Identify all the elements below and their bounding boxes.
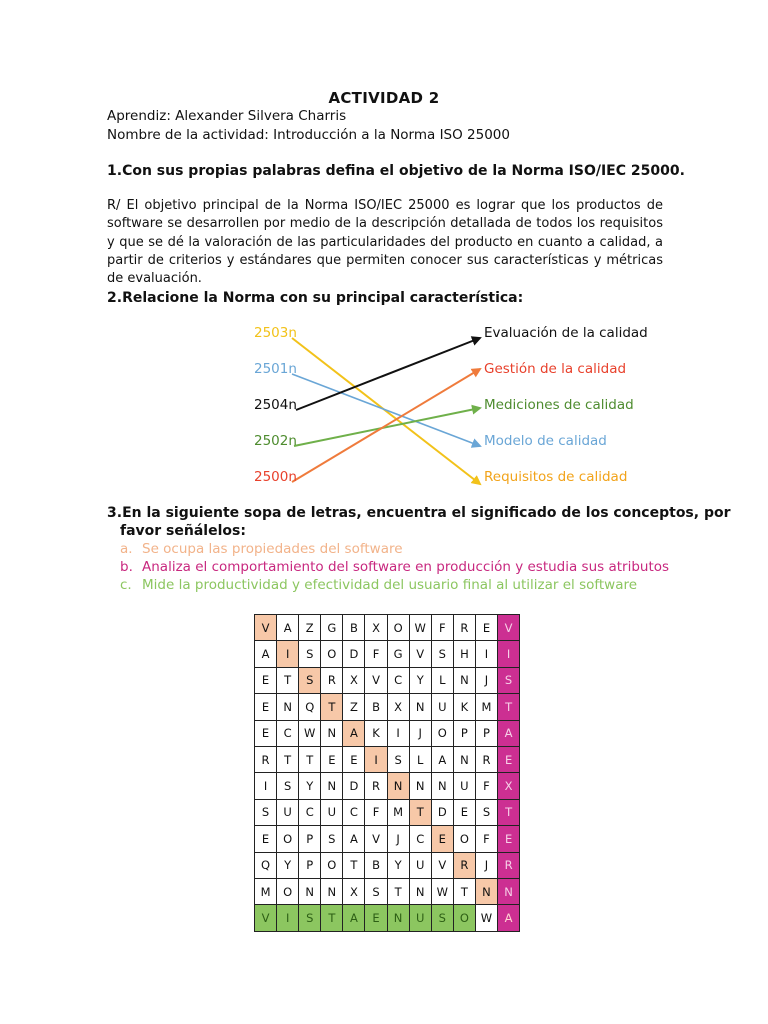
desc-modelo: Modelo de calidad <box>484 433 607 449</box>
grid-cell: O <box>321 641 343 667</box>
grid-cell: E <box>255 826 277 852</box>
grid-cell: T <box>277 667 299 693</box>
option-c-text: Mide la productividad y efectividad del usuario final al utilizar el software <box>142 577 638 593</box>
grid-row <box>255 826 520 852</box>
grid-cell: A <box>343 720 365 746</box>
option-c <box>120 577 637 593</box>
grid-cell: V <box>431 852 453 878</box>
grid-cell: W <box>299 720 321 746</box>
question-3-line2: favor señálelos: <box>120 523 246 539</box>
grid-cell: S <box>255 799 277 825</box>
grid-cell: U <box>431 694 453 720</box>
grid-cell: M <box>475 694 497 720</box>
grid-cell: U <box>321 799 343 825</box>
grid-cell: J <box>409 720 431 746</box>
grid-cell: I <box>365 746 387 772</box>
grid-cell: N <box>321 720 343 746</box>
option-a <box>120 541 403 557</box>
grid-row <box>255 799 520 825</box>
grid-cell: I <box>255 773 277 799</box>
grid-cell: A <box>343 826 365 852</box>
grid-cell: P <box>299 852 321 878</box>
grid-cell: E <box>498 826 520 852</box>
option-a-text: Se ocupa las propiedades del software <box>142 541 403 557</box>
grid-row <box>255 720 520 746</box>
grid-cell: S <box>431 905 453 931</box>
grid-cell: S <box>299 641 321 667</box>
grid-row <box>255 694 520 720</box>
grid-cell: S <box>365 878 387 904</box>
grid-cell: N <box>277 694 299 720</box>
grid-cell: F <box>475 773 497 799</box>
grid-cell: T <box>321 905 343 931</box>
option-b-letter: b. <box>120 559 133 575</box>
grid-cell: C <box>387 667 409 693</box>
grid-cell: Z <box>343 694 365 720</box>
grid-cell: N <box>431 773 453 799</box>
desc-requisitos: Requisitos de calidad <box>484 469 628 485</box>
grid-cell: R <box>255 746 277 772</box>
grid-row <box>255 667 520 693</box>
grid-cell: N <box>321 773 343 799</box>
desc-evaluacion: Evaluación de la calidad <box>484 325 648 341</box>
grid-cell: W <box>475 905 497 931</box>
grid-cell: J <box>475 852 497 878</box>
grid-cell: E <box>255 720 277 746</box>
grid-cell: E <box>431 826 453 852</box>
grid-cell: N <box>299 878 321 904</box>
grid-cell: K <box>365 720 387 746</box>
grid-cell: N <box>498 878 520 904</box>
grid-cell: E <box>343 746 365 772</box>
grid-cell: N <box>453 667 475 693</box>
grid-cell: N <box>475 878 497 904</box>
grid-cell: N <box>409 694 431 720</box>
grid-cell: E <box>475 615 497 641</box>
grid-cell: R <box>321 667 343 693</box>
grid-cell: R <box>453 615 475 641</box>
grid-cell: E <box>365 905 387 931</box>
grid-cell: V <box>365 667 387 693</box>
grid-cell: I <box>277 905 299 931</box>
grid-cell: F <box>475 826 497 852</box>
grid-cell: M <box>387 799 409 825</box>
arrow-2502n-mediciones <box>294 408 480 446</box>
option-c-letter: c. <box>120 577 132 593</box>
grid-cell: A <box>255 641 277 667</box>
grid-cell: E <box>255 667 277 693</box>
grid-cell: K <box>453 694 475 720</box>
question-2-text: Relacione la Norma con su principal característica: <box>122 290 524 306</box>
grid-cell: T <box>299 746 321 772</box>
grid-cell: Y <box>277 852 299 878</box>
grid-cell: R <box>498 852 520 878</box>
grid-cell: N <box>409 878 431 904</box>
option-b-text: Analiza el comportamiento del software en producción y estudia sus atributos <box>142 559 670 575</box>
grid-cell: O <box>277 878 299 904</box>
code-2502n: 2502n <box>254 433 297 449</box>
grid-cell: W <box>431 878 453 904</box>
grid-row <box>255 615 520 641</box>
grid-cell: S <box>498 667 520 693</box>
grid-cell: T <box>453 878 475 904</box>
grid-cell: T <box>321 694 343 720</box>
grid-cell: J <box>475 667 497 693</box>
grid-cell: U <box>453 773 475 799</box>
grid-cell: F <box>431 615 453 641</box>
grid-cell: R <box>453 852 475 878</box>
grid-row <box>255 773 520 799</box>
grid-cell: I <box>498 641 520 667</box>
grid-cell: O <box>453 826 475 852</box>
grid-cell: Z <box>299 615 321 641</box>
grid-cell: V <box>255 615 277 641</box>
grid-cell: C <box>299 799 321 825</box>
question-3 <box>107 505 731 521</box>
grid-cell: T <box>343 852 365 878</box>
grid-cell: N <box>387 773 409 799</box>
question-1-answer: R/ El objetivo principal de la Norma ISO/IEC 25000 es lograr que los productos de software se desarrollen por medio de la descripción detallada de todos los requisitos y que se dé la valoración de las particularidades del producto en cuanto a calidad, a partir de criterios y estándares que permiten conocer sus características y métricas de evaluación. <box>107 198 663 287</box>
code-2501n: 2501n <box>254 361 297 377</box>
grid-cell: D <box>343 773 365 799</box>
grid-cell: N <box>409 773 431 799</box>
grid-cell: Q <box>255 852 277 878</box>
grid-cell: M <box>255 878 277 904</box>
grid-cell: C <box>343 799 365 825</box>
code-2500n: 2500n <box>254 469 297 485</box>
question-1-number: 1. <box>107 163 123 179</box>
grid-cell: B <box>365 852 387 878</box>
grid-cell: T <box>498 694 520 720</box>
question-3-number: 3. <box>107 505 123 521</box>
grid-cell: N <box>321 878 343 904</box>
grid-cell: A <box>498 720 520 746</box>
grid-cell: B <box>365 694 387 720</box>
grid-cell: E <box>255 694 277 720</box>
grid-cell: G <box>387 641 409 667</box>
desc-mediciones: Mediciones de calidad <box>484 397 634 413</box>
grid-cell: Y <box>387 852 409 878</box>
grid-cell: I <box>277 641 299 667</box>
grid-cell: A <box>277 615 299 641</box>
grid-cell: A <box>498 905 520 931</box>
option-b <box>120 559 669 575</box>
grid-cell: S <box>475 799 497 825</box>
grid-cell: V <box>365 826 387 852</box>
grid-cell: T <box>387 878 409 904</box>
grid-cell: X <box>387 694 409 720</box>
question-2-number: 2. <box>107 290 123 306</box>
grid-row <box>255 905 520 931</box>
aprendiz-line: Aprendiz: Alexander Silvera Charris <box>107 108 347 124</box>
grid-cell: T <box>277 746 299 772</box>
grid-cell: P <box>299 826 321 852</box>
word-search-grid <box>254 614 520 932</box>
grid-cell: O <box>387 615 409 641</box>
grid-cell: I <box>387 720 409 746</box>
grid-cell: O <box>453 905 475 931</box>
grid-cell: W <box>409 615 431 641</box>
grid-cell: U <box>409 852 431 878</box>
grid-cell: A <box>431 746 453 772</box>
grid-cell: S <box>299 905 321 931</box>
grid-cell: P <box>453 720 475 746</box>
grid-cell: D <box>431 799 453 825</box>
grid-cell: Y <box>409 667 431 693</box>
grid-cell: E <box>321 746 343 772</box>
grid-cell: Y <box>299 773 321 799</box>
grid-cell: U <box>409 905 431 931</box>
grid-cell: S <box>431 641 453 667</box>
grid-cell: T <box>498 799 520 825</box>
grid-cell: V <box>498 615 520 641</box>
grid-cell: U <box>277 799 299 825</box>
grid-cell: B <box>343 615 365 641</box>
grid-row <box>255 641 520 667</box>
grid-cell: S <box>277 773 299 799</box>
grid-cell: N <box>387 905 409 931</box>
grid-row <box>255 878 520 904</box>
grid-cell: P <box>475 720 497 746</box>
grid-cell: E <box>498 746 520 772</box>
grid-cell: S <box>321 826 343 852</box>
grid-cell: S <box>387 746 409 772</box>
grid-cell: R <box>475 746 497 772</box>
grid-cell: C <box>409 826 431 852</box>
grid-cell: V <box>409 641 431 667</box>
grid-cell: X <box>343 667 365 693</box>
grid-cell: H <box>453 641 475 667</box>
grid-cell: D <box>343 641 365 667</box>
grid-cell: X <box>365 615 387 641</box>
grid-cell: X <box>498 773 520 799</box>
code-2503n: 2503n <box>254 325 297 341</box>
grid-cell: L <box>409 746 431 772</box>
grid-cell: G <box>321 615 343 641</box>
grid-cell: T <box>409 799 431 825</box>
grid-cell: I <box>475 641 497 667</box>
grid-row <box>255 746 520 772</box>
question-1-text: Con sus propias palabras defina el objetivo de la Norma ISO/IEC 25000. <box>122 163 685 179</box>
grid-cell: O <box>277 826 299 852</box>
grid-cell: J <box>387 826 409 852</box>
grid-cell: C <box>277 720 299 746</box>
arrow-2504n-evaluacion <box>296 338 480 410</box>
grid-cell: V <box>255 905 277 931</box>
option-a-letter: a. <box>120 541 133 557</box>
grid-cell: F <box>365 641 387 667</box>
grid-cell: E <box>453 799 475 825</box>
page-title: ACTIVIDAD 2 <box>328 89 440 107</box>
arrow-2503n-requisitos <box>292 338 480 484</box>
grid-cell: A <box>343 905 365 931</box>
question-3-line1: En la siguiente sopa de letras, encuentra el significado de los conceptos, por <box>122 505 731 521</box>
activity-name-line: Nombre de la actividad: Introducción a la Norma ISO 25000 <box>107 127 510 143</box>
desc-gestion: Gestión de la calidad <box>484 361 627 377</box>
grid-cell: Q <box>299 694 321 720</box>
grid-cell: F <box>365 799 387 825</box>
grid-cell: N <box>453 746 475 772</box>
grid-cell: O <box>321 852 343 878</box>
grid-row <box>255 852 520 878</box>
grid-cell: X <box>343 878 365 904</box>
grid-cell: R <box>365 773 387 799</box>
arrow-2500n-gestion <box>292 369 480 482</box>
code-2504n: 2504n <box>254 397 297 413</box>
grid-cell: L <box>431 667 453 693</box>
grid-cell: S <box>299 667 321 693</box>
grid-cell: O <box>431 720 453 746</box>
